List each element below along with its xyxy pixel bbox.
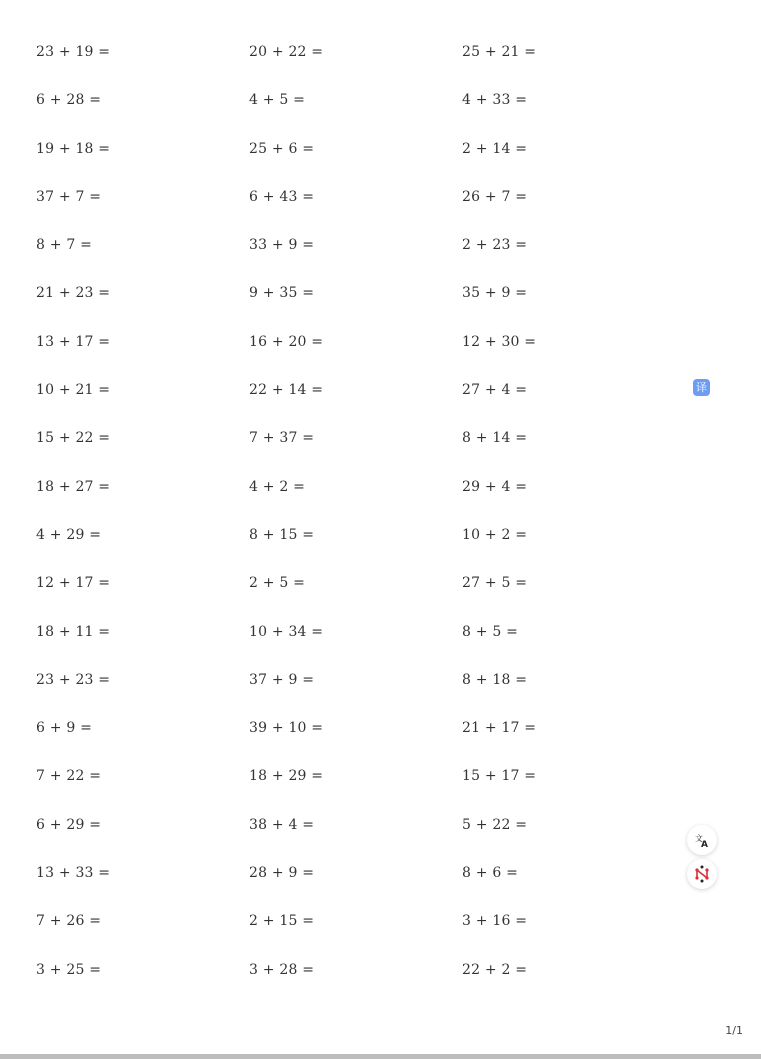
addition-problem: 22 + 14 = — [249, 382, 324, 399]
addition-problem: 4 + 33 = — [462, 92, 528, 109]
problem-row — [36, 623, 676, 671]
addition-problem: 2 + 15 = — [249, 913, 315, 930]
addition-problem: 38 + 4 = — [249, 816, 315, 833]
addition-problem: 13 + 33 = — [36, 865, 111, 882]
bottom-scroll-edge — [0, 1054, 761, 1059]
addition-problem: 4 + 29 = — [36, 526, 102, 543]
addition-problem: 2 + 5 = — [249, 575, 306, 592]
addition-problem: 7 + 22 = — [36, 768, 102, 785]
addition-problem: 27 + 4 = — [462, 382, 528, 399]
addition-problem: 26 + 7 = — [462, 188, 528, 205]
addition-problem: 39 + 10 = — [249, 720, 324, 737]
problem-row — [36, 429, 676, 477]
problem-row — [36, 912, 676, 960]
problem-row — [36, 478, 676, 526]
network-nodes-icon — [693, 865, 711, 883]
problem-row — [36, 767, 676, 815]
addition-problem: 21 + 23 = — [36, 285, 111, 302]
page-indicator: 1/1 — [725, 1024, 743, 1037]
addition-problem: 3 + 28 = — [249, 961, 315, 978]
addition-problem: 22 + 2 = — [462, 961, 528, 978]
addition-problem: 18 + 27 = — [36, 478, 111, 495]
addition-problem: 12 + 30 = — [462, 333, 537, 350]
svg-text:文: 文 — [695, 834, 703, 843]
problem-row — [36, 284, 676, 332]
addition-problem: 37 + 7 = — [36, 188, 102, 205]
problem-row — [36, 574, 676, 622]
addition-problem: 10 + 34 = — [249, 623, 324, 640]
svg-text:A: A — [701, 840, 708, 848]
translate-tool-button[interactable] — [687, 825, 717, 855]
addition-problem: 7 + 37 = — [249, 430, 315, 447]
addition-problem: 25 + 6 = — [249, 140, 315, 157]
network-tool-button[interactable] — [687, 859, 717, 889]
addition-problem: 8 + 7 = — [36, 237, 93, 254]
addition-problem: 35 + 9 = — [462, 285, 528, 302]
addition-problem: 6 + 29 = — [36, 816, 102, 833]
addition-problem: 6 + 43 = — [249, 188, 315, 205]
addition-problem: 23 + 19 = — [36, 44, 111, 60]
problem-row — [36, 333, 676, 381]
translate-icon — [694, 832, 710, 848]
problem-row — [36, 188, 676, 236]
problem-row — [36, 381, 676, 429]
addition-problem: 28 + 9 = — [249, 865, 315, 882]
addition-problem: 18 + 29 = — [249, 768, 324, 785]
problem-row — [36, 140, 676, 188]
problem-row — [36, 43, 676, 91]
addition-problem: 9 + 35 = — [249, 285, 315, 302]
addition-problem: 23 + 23 = — [36, 671, 111, 688]
addition-problem: 20 + 22 = — [249, 44, 324, 60]
addition-problem: 21 + 17 = — [462, 720, 537, 737]
addition-problem: 6 + 28 = — [36, 92, 102, 109]
addition-problem: 6 + 9 = — [36, 720, 93, 737]
addition-problem: 18 + 11 = — [36, 623, 111, 640]
addition-problem: 10 + 2 = — [462, 526, 528, 543]
problem-row — [36, 719, 676, 767]
addition-problem: 8 + 18 = — [462, 671, 528, 688]
problem-row — [36, 236, 676, 284]
addition-problem: 4 + 2 = — [249, 478, 306, 495]
addition-problem: 2 + 23 = — [462, 237, 528, 254]
addition-problem: 3 + 16 = — [462, 913, 528, 930]
problem-grid — [36, 43, 676, 1009]
addition-problem: 8 + 5 = — [462, 623, 519, 640]
addition-problem: 7 + 26 = — [36, 913, 102, 930]
addition-problem: 19 + 18 = — [36, 140, 111, 157]
problem-row — [36, 671, 676, 719]
addition-problem: 12 + 17 = — [36, 575, 111, 592]
addition-problem: 2 + 14 = — [462, 140, 528, 157]
problem-row — [36, 91, 676, 139]
addition-problem: 25 + 21 = — [462, 44, 537, 60]
addition-problem: 29 + 4 = — [462, 478, 528, 495]
problem-row — [36, 961, 676, 1009]
addition-problem: 10 + 21 = — [36, 382, 111, 399]
translate-page-button[interactable]: 译 — [693, 379, 710, 396]
problem-row — [36, 864, 676, 912]
addition-problem: 33 + 9 = — [249, 237, 315, 254]
addition-problem: 15 + 17 = — [462, 768, 537, 785]
addition-problem: 16 + 20 = — [249, 333, 324, 350]
addition-problem: 4 + 5 = — [249, 92, 306, 109]
addition-problem: 8 + 6 = — [462, 865, 519, 882]
addition-problem: 13 + 17 = — [36, 333, 111, 350]
addition-problem: 8 + 14 = — [462, 430, 528, 447]
addition-problem: 8 + 15 = — [249, 526, 315, 543]
addition-problem: 27 + 5 = — [462, 575, 528, 592]
addition-problem: 15 + 22 = — [36, 430, 111, 447]
problem-row — [36, 816, 676, 864]
addition-problem: 37 + 9 = — [249, 671, 315, 688]
addition-problem: 5 + 22 = — [462, 816, 528, 833]
problem-row — [36, 526, 676, 574]
addition-problem: 3 + 25 = — [36, 961, 102, 978]
